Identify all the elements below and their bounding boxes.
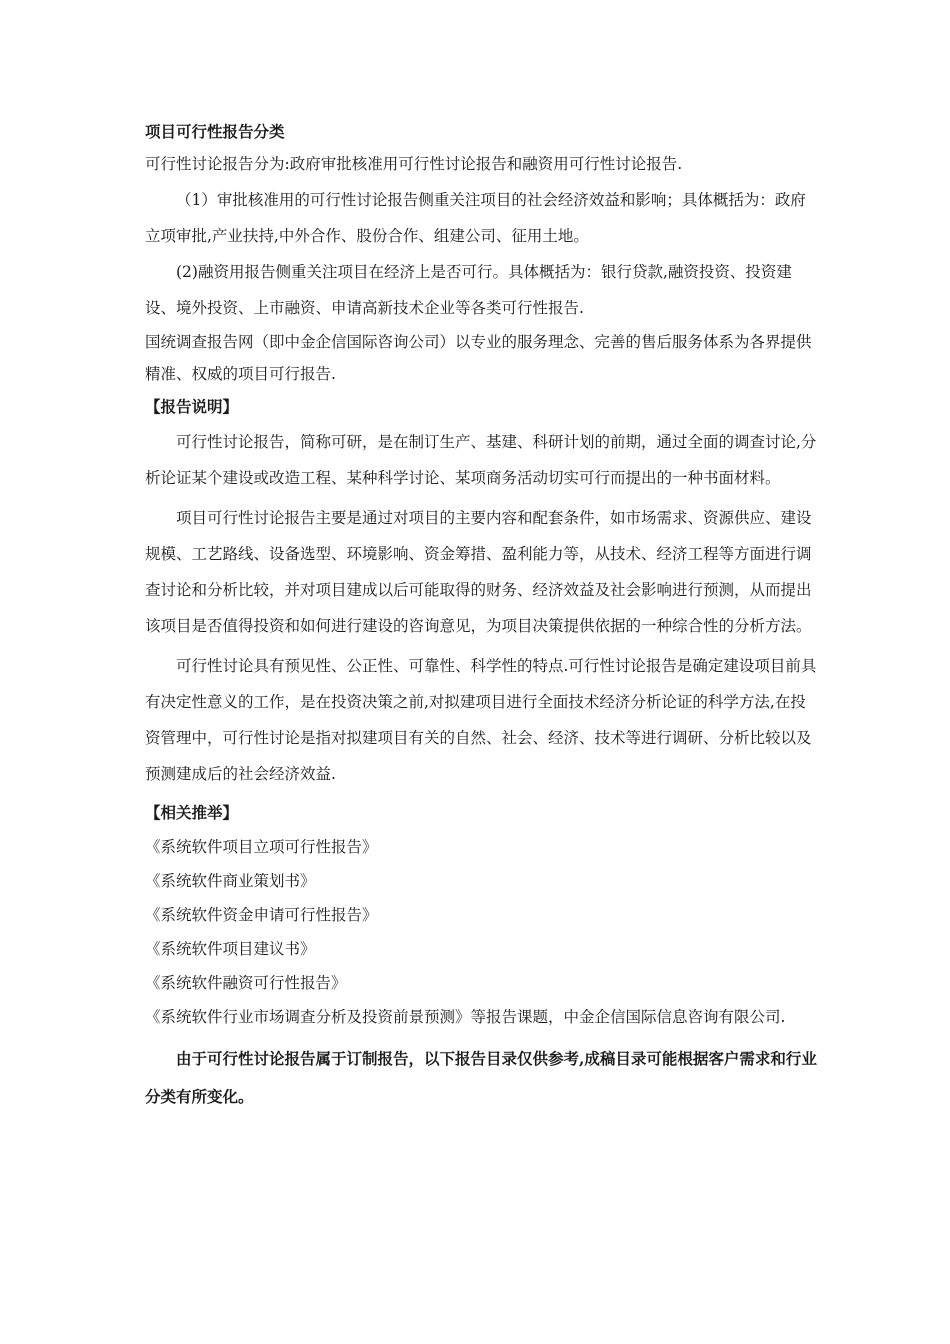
report-paragraph-2: 项目可行性讨论报告主要是通过对项目的主要内容和配套条件，如市场需求、资源供应、建设规模、工艺路线、设备选型、环境影响、资金筹措、盈利能力等，从技术、经济工程等方面进行调查讨论和分析比较，并对项目建成以后可能取得的财务、经济效益及社会影响进行预测，从而提出该项目是否值得投资和如何进行建设的咨询意见，为项目决策提供依据的一种综合性的分析方法。 [145,509,812,635]
related-item: 《系统软件商业策划书》 [145,872,316,890]
report-paragraph-1: 可行性讨论报告，简称可研，是在制订生产、基建、科研计划的前期，通过全面的调查讨论,分析论证某个建设或改造工程、某种科学讨论、某项商务活动切实可行而提出的一种书面材料。 [145,433,817,487]
document-content [145,118,817,1116]
related-heading: 【相关推举】 [145,804,239,822]
related-item: 《系统软件项目建议书》 [145,940,316,958]
list-item-2: (2)融资用报告侧重关注项目在经济上是否可行。具体概括为：银行贷款,融资投资、投资建设、境外投资、上市融资、申请高新技术企业等各类可行性报告. [145,263,792,317]
list-item-1: （1）审批核准用的可行性讨论报告侧重关注项目的社会经济效益和影响；具体概括为：政府立项审批,产业扶持,中外合作、股份合作、组建公司、征用土地。 [145,191,806,245]
report-heading: 【报告说明】 [145,398,239,416]
intro-text: 可行性讨论报告分为:政府审批核准用可行性讨论报告和融资用可行性讨论报告. [145,155,683,173]
related-item: 《系统软件项目立项可行性报告》 [145,838,378,856]
bold-note: 由于可行性讨论报告属于订制报告，以下报告目录仅供参考,成稿目录可能根据客户需求和行业分类有所变化。 [145,1049,817,1106]
related-item: 《系统软件行业市场调查分析及投资前景预测》等报告课题，中金企信国际信息咨询有限公司. [145,1008,786,1026]
report-paragraph-3: 可行性讨论具有预见性、公正性、可靠性、科学性的特点.可行性讨论报告是确定建设项目前具有决定性意义的工作，是在投资决策之前,对拟建项目进行全面技术经济分析论证的科学方法,在投资管理中，可行性讨论是指对拟建项目有关的自然、社会、经济、技术等进行调研、分析比较以及预测建成后的社会经济效益. [145,657,817,783]
related-item: 《系统软件资金申请可行性报告》 [145,906,378,924]
related-item: 《系统软件融资可行性报告》 [145,974,347,992]
company-text: 国统调查报告网（即中金企信国际咨询公司）以专业的服务理念、完善的售后服务体系为各界提供精准、权威的项目可行报告. [145,333,812,383]
section-title: 项目可行性报告分类 [145,123,285,141]
